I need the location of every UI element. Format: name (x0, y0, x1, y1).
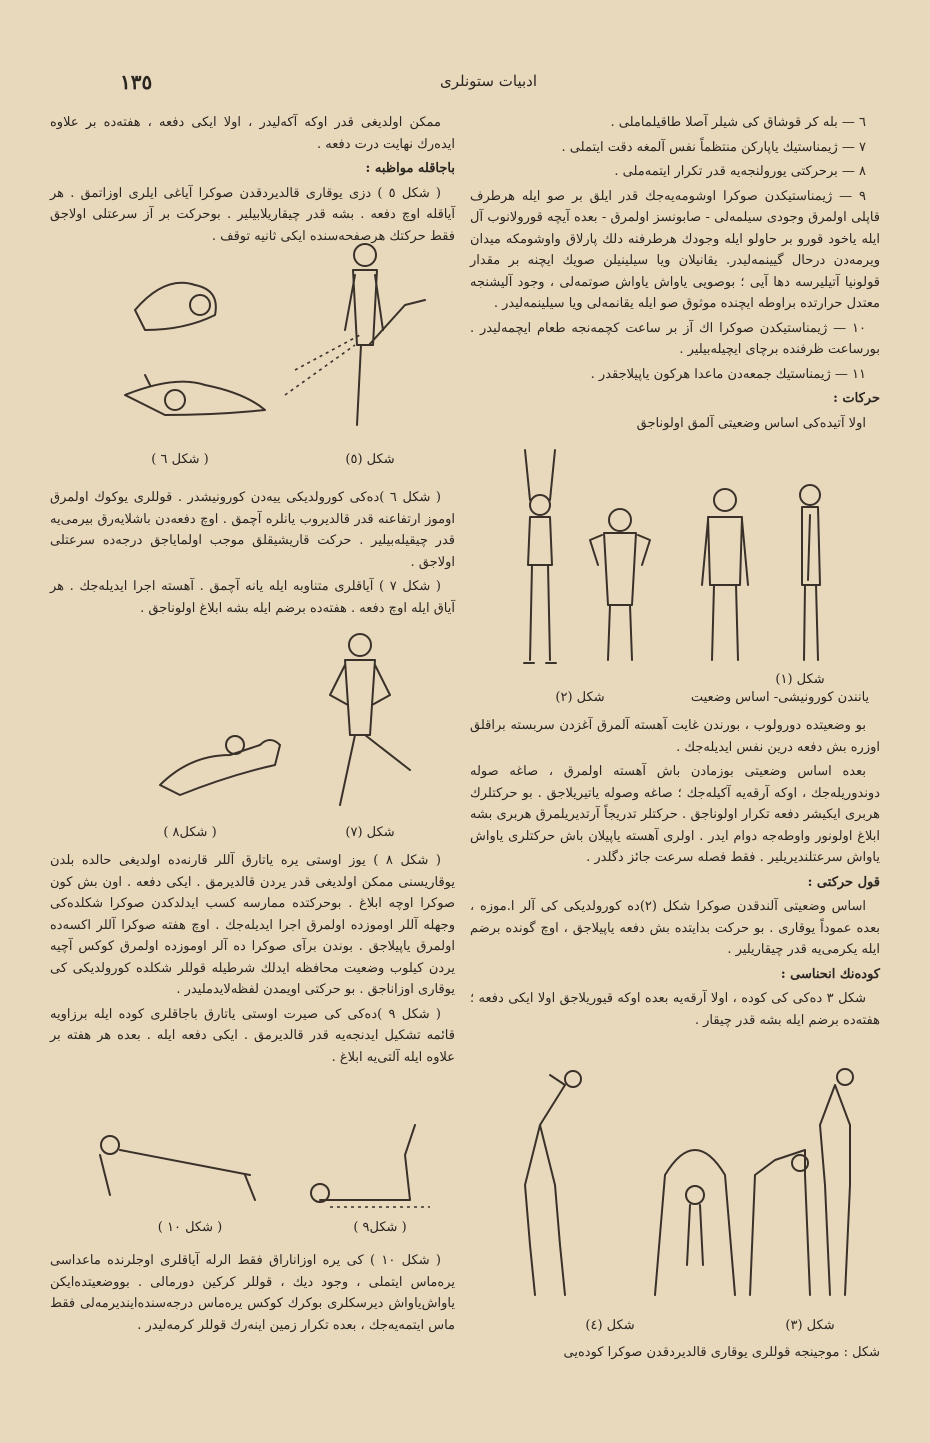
running-title: ادبيات ستونلرى (440, 72, 538, 90)
section-heading: قول حركتى : (807, 874, 880, 890)
paragraph: ( شكل ٦ )ده‌كى كورولديكى ييه‌دن كورونيشدر . قوللرى يوكوك اولمرق اوموز ارتفاعنه قدر قالديروب يانلره آچمق . اوچ دفعه‌دن باشلايه‌رق بيرمى‌يه قدر چيقيله‌بيلير . حركت قاريشيقلق موجب اولماياجق درجه‌ده سرعتلى اولاجق . (50, 490, 455, 570)
right-column-top-text (470, 112, 880, 437)
figure-5-caption: شكل (٥) (345, 452, 395, 467)
figure-9-10-illustration (80, 1115, 460, 1220)
section-heading: باجاقله مواظبه : (365, 161, 455, 176)
figure-9-caption: ( شكل٩ ) (353, 1220, 407, 1235)
paragraph: بو وضعيتده دورولوب ، بورندن غايت آهسته آلمرق آغزدن سربسته براقلق اوزره بش دفعه درين نفس ايديله‌جك . (470, 718, 880, 755)
figure-4-caption: شكل (٤) (585, 1318, 635, 1333)
left-column-bottom-text (50, 1250, 455, 1339)
paragraph: ٦ — بله كر قوشاق كى شيلر آصلا طاقيلماملى . (610, 115, 866, 130)
paragraph: شكل ٣ ده‌كى كى كوده ، اولا آرقه‌يه بعده اوكه قيوريلاجق اولا ايكى دفعه ؛ هفته‌ده برضم ايله بشه قدر چيقار . (470, 991, 880, 1028)
figure-7-8-illustration (120, 625, 450, 815)
paragraph: ( شكل ٥ ) دزى يوقارى قالديردقدن صوكرا آياغى ايلرى اوزاتمق . هر آياقله اوچ دفعه . بشه قدر چيقاريلابيلير . بوحركت بر آز سرعتلى اولاجق فقط حركتك هرصفحه‌سنده ايكى ثانيه توقف . (50, 185, 455, 244)
figure-6-caption: ( شكل ٦ ) (151, 452, 209, 467)
page-number: ١٣٥ (120, 70, 153, 94)
left-column-middle-text (50, 487, 455, 622)
paragraph: ممكن اولديغى قدر اوكه آكه‌ليدر ، اولا ايكى دفعه ، هفته‌ده بر علاوه ايده‌رك نهايت درت دفعه . (50, 115, 455, 152)
paragraph: ( شكل ١٠ ) كى يره اوزاناراق فقط الرله آياقلرى اوجلرنده ماعداسى يره‌ماس ايتملى ، وجود ديك ، قوللر كركين دورمالى . بووضعيتده‌ايكن ياواش‌ياواش ديرسكلرى بوكرك كوكس يره‌ماس درجه‌سنده‌اينديرمه‌لى فقط ماس ايتمه‌يه‌جك ، بعده تكرار زمين اينه‌رك قوللر كرمه‌ليدر . (50, 1253, 455, 1333)
paragraph: اولا آتيده‌كى اساس وضعيتى آلمق اولوناجق (636, 415, 866, 431)
paragraph: بعده اساس وضعيتى بوزمادن باش آهسته اولمرق ، صاغه صوله دوندوريله‌جك ، اوكه آرقه‌يه آكيله‌جك ؛ صاغه وصوله ياتيريلاجق . بو حركتلرك هربرى ايكيشر دفعه تكرار اولوناجق . حركتلر تدريجاً آرتديريلمرق هربرى بشه ابلاغ اولونور واوطه‌جه دوام ايدر . اولرى آهسته ياپيلان باش حركتلرى ياواش ياواش سرعتلنديريلير . فقط فصله سرعت جائز دگلدر . (470, 764, 880, 865)
figure-1-subcaption: يانندن كورونيشى- اساس وضعيت (690, 690, 870, 705)
paragraph: ( شكل ٧ ) آياقلرى متناوبه ايله يانه آچمق . آهسته اجرا ايديله‌جك . هر آياق ايله اوچ دفعه . هفته‌ده برضم ايله بشه ابلاغ اولوناجق . (50, 579, 455, 616)
section-heading: كوده‌نك انحناسى : (780, 966, 880, 982)
section-heading: حركات : (833, 391, 880, 406)
figure-3-caption: شكل (٣) (785, 1318, 835, 1333)
figure-10-caption: ( شكل ١٠ ) (157, 1220, 223, 1235)
paragraph: ١٠ — ژيمناستيكدن صوكرا اك آز بر ساعت كچمه‌نجه طعام ايچمه‌ليدر . بورساعت ظرفنده برچاى ايچيله‌بيلير . (470, 320, 880, 357)
figure-7-caption: شكل (٧) (345, 825, 395, 840)
figure-3-4-illustration (505, 1065, 875, 1305)
paragraph: ٧ — ژيمناستيك ياپاركن منتظماً نفس آلمغه دقت ايتملى . (561, 139, 866, 155)
figure-5-6-illustration (105, 235, 450, 435)
paragraph: ( شكل ٩ )ده‌كى كى صيرت اوستى ياتارق باجاقلرى كوده ايله برزاويه قائمه تشكيل ايدنجه‌يه قدر قالديرمق . ايكى دفعه ايله . بعده هر هفته بر علاوه ايله آلتى‌يه ابلاغ . (50, 1006, 455, 1065)
paragraph: ٨ — برحركتى يورولنجه‌يه قدر تكرار ايتمه‌ملى . (614, 164, 866, 179)
left-column-lower-text (50, 850, 455, 1071)
paragraph: ٩ — ژيمناستيكدن صوكرا اوشومه‌يه‌جك قدر ايلق بر صو ايله هرطرف قاپلى اولمرق وجودى سيلمه‌لى - صابونسز اولمرق - بعده آيچه قورولانوب آل ايله ياخود قورو بر حاولو ايله وجودك هرطرفنه دلك پارلاق واوشومكه ميدان ويرمه‌دن درحال گيينمه‌ليدر. يقانيلان ويا سيلينيلن صويك ايچنه بر مقدار قولونيا آتيليرسه دها آيى ؛ بوصويى ياواش ياواش صوتمه‌لى ، وجود آليشنجه معتدل حرارتده براوطه ايچنده موثوق صو ايله يقانمه‌لى ويا سيلينمه‌ليدر . (470, 188, 880, 311)
figure-1-caption: شكل (١) (775, 672, 825, 687)
paragraph: اساس وضعيتى آلندقدن صوكرا شكل (٢)ده كورولديكى كى آلر ا.موزه ، بعده عموداً يوقارى . بو حركت بدايتده بش دفعه ياپيلاجق ، اوچ گونده برضم ايله يكرمى‌يه قدر چيقاريلير . (470, 899, 880, 957)
paragraph: ( شكل ٨ ) يوز اوستى يره ياتارق آللر قارنه‌ده اولديغى حالده بلدن يوقاريسنى ممكن اولديغى قدر يردن قالديرمق . ايكى دفعه . اون بش كون صوكرا اوچه ابلاغ . بوحركتده ممارسه كسب ايدلدكدن صوكرا شكلده‌كى وجهله آللر اوموزده اولمرق اجرا ايديله‌جك . اوچ هفته صوكرا آللر اكسه‌ده اولمرق ياپيلاجق . بوندن برآى صوكرا ده آلر اوموزده اولمرق كوكس آچيه يردن كيلوب وضعيت محافظه ايدلك شرطيله قوللر شكلده كورولديكى كى يوقارى اوزاناجق . بو حركتى اويمدن لفظه‌لايدمليدر . (50, 853, 455, 997)
page-header (100, 70, 880, 100)
figure-1-2-illustration (510, 445, 870, 670)
figure-8-caption: ( شكل٨ ) (163, 825, 217, 840)
figure-2-caption: شكل (٢) (555, 690, 605, 705)
paragraph: ١١ — ژيمناستيك جمعه‌دن ماعدا هركون ياپيلاجقدر . (590, 366, 866, 382)
left-column-top-text (50, 112, 455, 250)
figure-bottom-caption: شكل : موجينجه قوللرى يوقارى قالديردقدن صوكرا كوده‌يى (563, 1345, 880, 1360)
right-column-middle-text (470, 715, 880, 1034)
